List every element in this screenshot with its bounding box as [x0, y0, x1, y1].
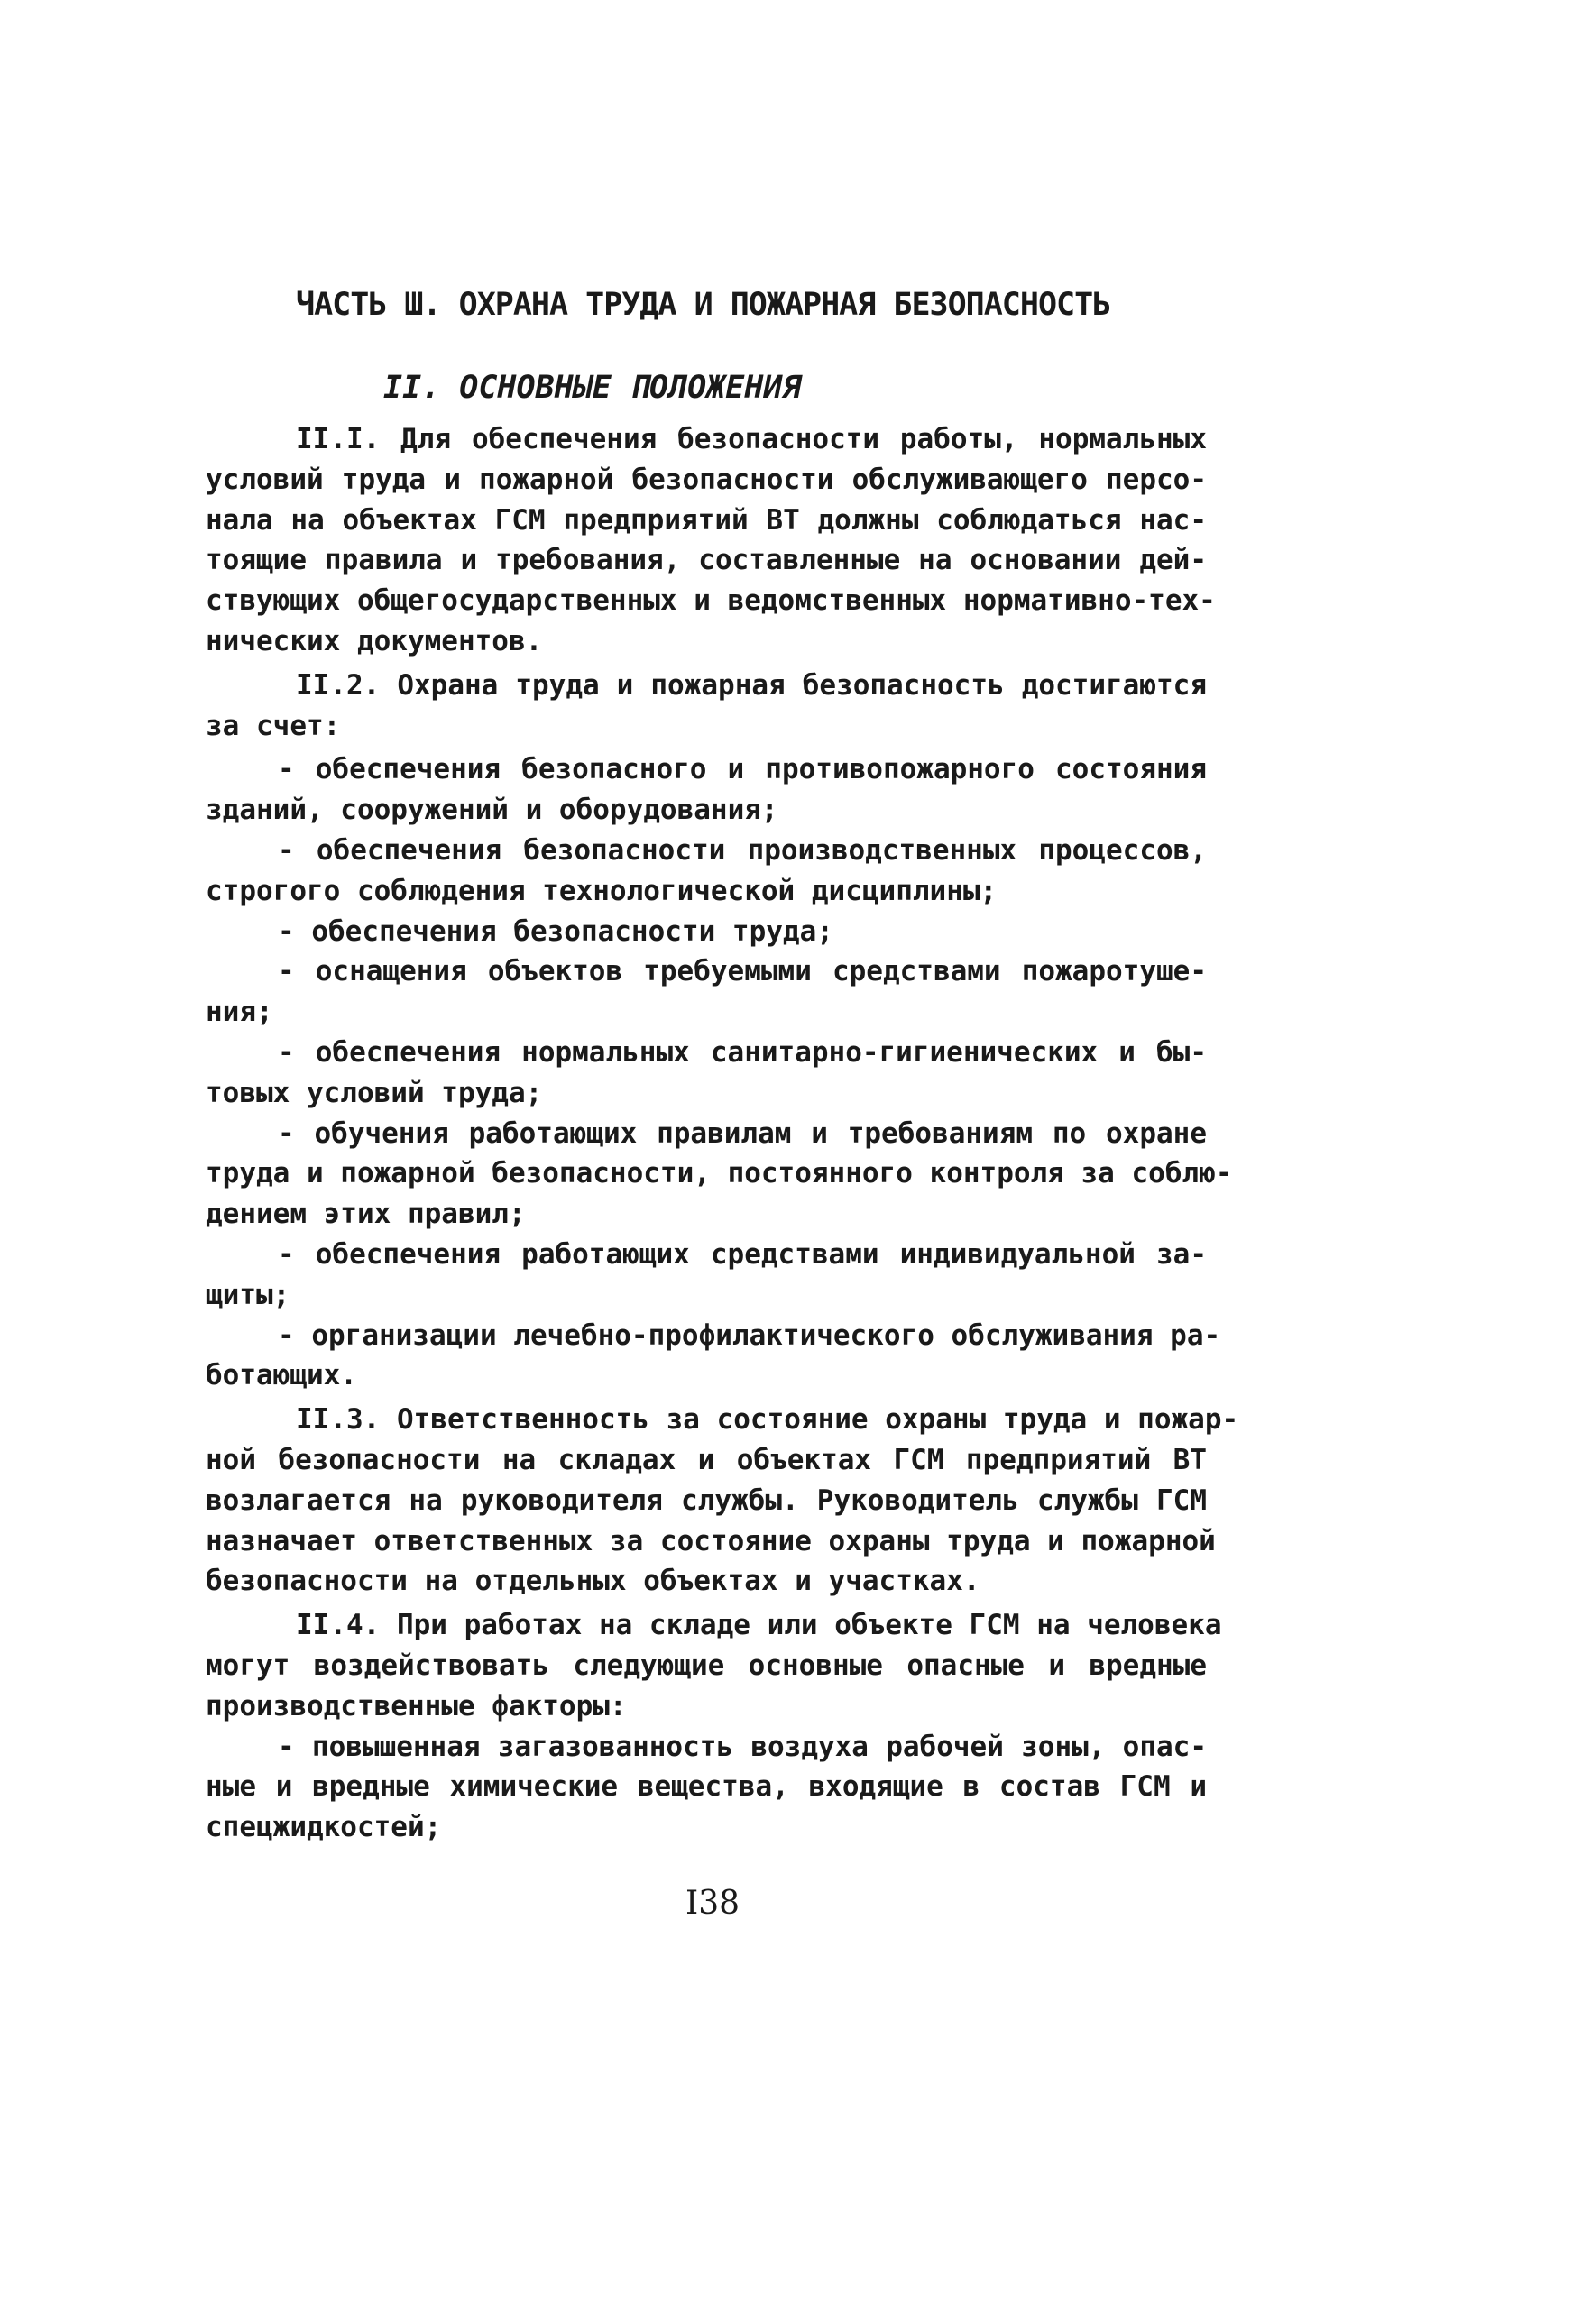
- paragraph-line: могут воздействовать следующие основные опасные и вредные: [206, 1649, 1207, 1682]
- list-item-line: щиты;: [206, 1278, 290, 1311]
- list-item-line: - организации лечебно-профилактического обслуживания ра-: [278, 1318, 1221, 1352]
- body-text: [206, 419, 1239, 1848]
- paragraph-line: назначает ответственных за состояние охраны труда и пожарной: [206, 1524, 1216, 1557]
- paragraph-line: нических документов.: [206, 624, 543, 657]
- list-item-line: - обеспечения работающих средствами индивидуальной за-: [278, 1237, 1207, 1271]
- list-item-line: - обеспечения нормальных санитарно-гигиенических и бы-: [278, 1035, 1207, 1069]
- paragraph-line: II.2. Охрана труда и пожарная безопасность достигаются: [296, 668, 1207, 702]
- list-item-line: - обеспечения безопасности труда;: [278, 914, 833, 948]
- list-item-line: - оснащения объектов требуемыми средствами пожаротуше-: [278, 955, 1207, 988]
- paragraph-line: II.I. Для обеспечения безопасности работы, нормальных: [296, 423, 1207, 455]
- paragraph-line: нала на объектах ГСМ предприятий ВТ должны соблюдаться нас-: [206, 503, 1207, 537]
- list-item-line: ботающих.: [206, 1359, 357, 1392]
- list-item-line: - обеспечения безопасного и противопожарного состояния: [278, 753, 1207, 786]
- list-item-line: ные и вредные химические вещества, входящие в состав ГСМ и: [206, 1770, 1207, 1804]
- paragraph-line: за счет:: [206, 709, 341, 742]
- paragraph-line: безопасности на отдельных объектах и участках.: [206, 1565, 980, 1598]
- paragraph-line: II.3. Ответственность за состояние охраны труда и пожар-: [296, 1403, 1239, 1437]
- part-title: ЧАСТЬ Ш. ОХРАНА ТРУДА И ПОЖАРНАЯ БЕЗОПАСНОСТЬ: [296, 287, 1111, 323]
- paragraph-line: ствующих общегосударственных и ведомственных нормативно-тех-: [206, 584, 1216, 618]
- list-item-line: дением этих правил;: [206, 1198, 526, 1231]
- section-title: II. ОСНОВНЫЕ ПОЛОЖЕНИЯ: [383, 370, 802, 406]
- paragraph-line: производственные факторы:: [206, 1689, 627, 1722]
- page-number: I38: [685, 1885, 740, 1922]
- list-item-line: товых условий труда;: [206, 1076, 543, 1109]
- list-item-line: труда и пожарной безопасности, постоянного контроля за соблю-: [206, 1157, 1233, 1190]
- list-item-line: - обеспечения безопасности производственных процессов,: [278, 833, 1207, 867]
- list-item-line: спецжидкостей;: [206, 1811, 442, 1844]
- paragraph-line: тоящие правила и требования, составленные на основании дей-: [206, 544, 1207, 577]
- paragraph-line: ной безопасности на складах и объектах ГСМ предприятий ВТ: [206, 1443, 1207, 1476]
- list-item-line: - обучения работающих правилам и требованиям по охране: [278, 1116, 1207, 1150]
- list-item-line: зданий, сооружений и оборудования;: [206, 794, 778, 827]
- paragraph-line: II.4. При работах на складе или объекте ГСМ на человека: [296, 1609, 1222, 1642]
- paragraph-line: возлагается на руководителя службы. Руководитель службы ГСМ: [206, 1484, 1207, 1517]
- list-item-line: - повышенная загазованность воздуха рабочей зоны, опас-: [278, 1730, 1207, 1763]
- paragraph-line: условий труда и пожарной безопасности обслуживающего персо-: [206, 463, 1207, 496]
- list-item-line: ния;: [206, 996, 273, 1029]
- list-item-line: строгого соблюдения технологической дисциплины;: [206, 874, 998, 907]
